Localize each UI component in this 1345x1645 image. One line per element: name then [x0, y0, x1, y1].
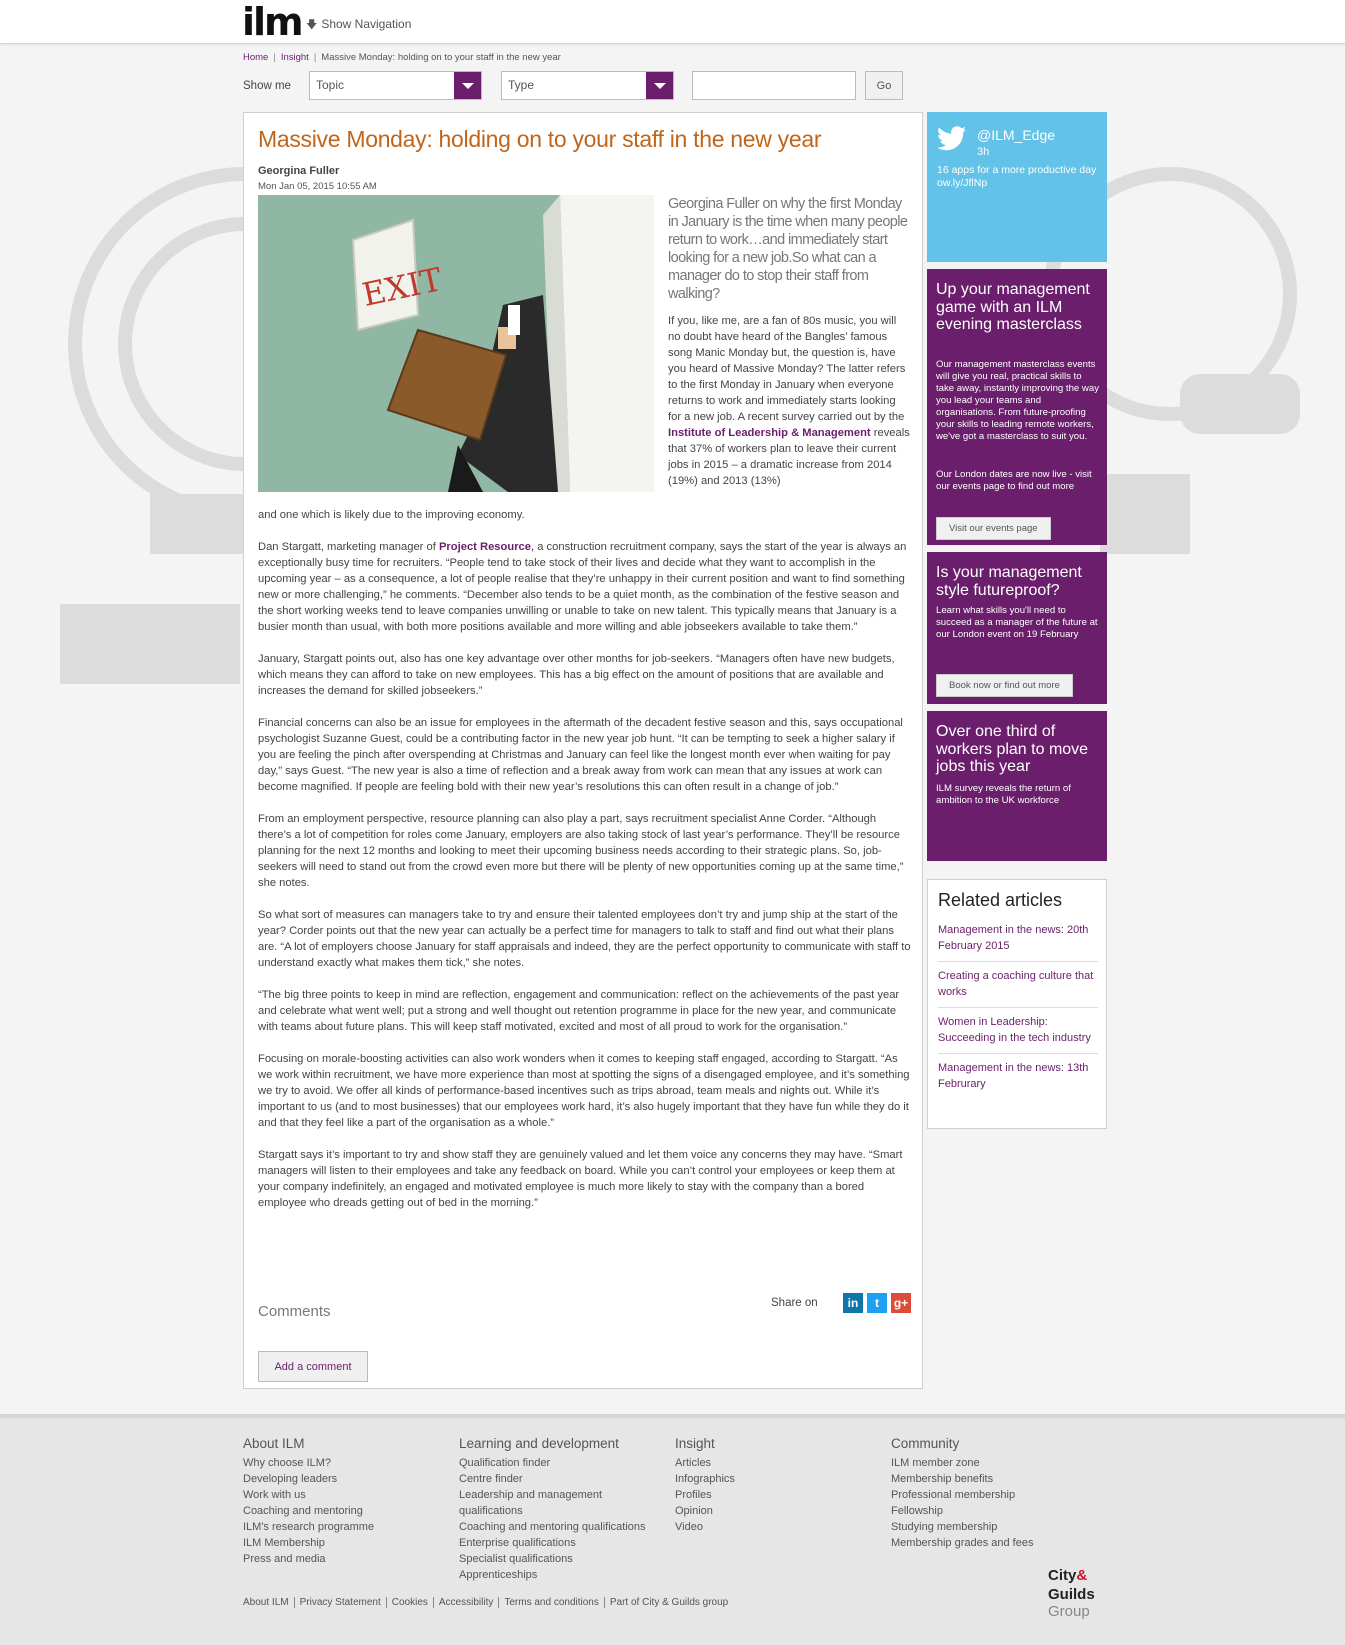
breadcrumb-current: Massive Monday: holding on to your staff in the new year [321, 52, 561, 63]
topic-select-label: Topic [316, 78, 345, 92]
promo-text: Our management masterclass events will give you real, practical skills to take away, instantly improving the way you lead your teams and organisations. From future-proofing your skills to leading remote workers, we've got a masterclass to suit you. [936, 359, 1099, 442]
footer-link[interactable]: Infographics [675, 1473, 735, 1485]
article-paragraph-7: “The big three points to keep in mind are reflection, engagement and communication: reflect on the achievements of the past year and celebrate what went well; put a strong and well thought out retention programme in place for the new year, and communicate with teams about future plans. This will keep staff motivated, excited and most of all proud to work for the organisation.” [258, 989, 900, 1033]
comments-heading: Comments [258, 1303, 331, 1320]
filter-bar [243, 71, 903, 101]
footer-link[interactable]: Professional membership [891, 1489, 1016, 1501]
article-paragraph-1-end: and one which is likely due to the improving economy. [258, 509, 525, 521]
footer-heading[interactable]: Insight [675, 1436, 715, 1451]
twitter-bird-icon [937, 126, 967, 152]
twitter-widget[interactable] [927, 112, 1107, 262]
footer-link[interactable]: Specialist qualifications [459, 1553, 573, 1565]
footer-link[interactable]: Studying membership [891, 1521, 998, 1533]
article-body [258, 507, 911, 1227]
paragraph-text: , a construction recruitment company, says the start of the year is always an exceptionally busy time for recruiters. “People tend to take stock of their lives and decide what they want to accomplish in the upcoming year – as a consequence, a lot of people realise that they’re unhappy in their current position and want to find something new or more challenging,” he comments. “December also tends to be a quiet month, as the combination of the festive season and the short working weeks tend to leave companies unwilling or unable to take on new talent. This typically means that January is a busier month than usual, with both more positions available and more willing and able jobseekers available to take them.” [258, 541, 907, 633]
footer-link[interactable]: Enterprise qualifications [459, 1537, 576, 1549]
footer-link[interactable]: Leadership and management qualifications [459, 1489, 603, 1517]
top-bar [0, 0, 1345, 44]
article-paragraph-4: Financial concerns can also be an issue for employees in the aftermath of the decadent festive season and this, says occupational psychologist Suzanne Guest, could be a contributing factor in the new year job hunt. “It can be tempting to seek a higher salary if you are feeling the pinch after overspending at Christmas and January can feel like the longest month ever when waiting for pay day,” says Guest. “The new year is also a time of reflection and a break away from work can mean that any issues at work can become magnified. If people are feeling bold with their new year’s resolutions this can often result in a change of job.” [258, 717, 903, 793]
footer-heading[interactable]: About ILM [243, 1436, 305, 1451]
article-paragraph-5: From an employment perspective, resource planning can also play a part, says recruitment specialist Anne Corder. “Although there’s a lot of competition for roles come January, employers are also taking stock of last year’s performance. They’ll be resource planning for the next 12 months and looking to meet their upcoming business needs according to their strategic plans. So, job-seekers will need to stand out from the crowd even more but there will be plenty of new opportunities coming up at the same time,” she notes. [258, 813, 904, 889]
paragraph-text: reveals that 37% of workers plan to leave their current jobs in 2015 – a dramatic increase from 2014 (19%) and 2013 (13%) [668, 427, 910, 487]
footer-column-about [243, 1436, 453, 1567]
footer-link[interactable]: Work with us [243, 1489, 306, 1501]
legal-link[interactable]: About ILM [243, 1597, 295, 1608]
article-panel [243, 112, 923, 1389]
logo-text: Group [1048, 1603, 1090, 1620]
promo-title: Up your management game with an ILM evening masterclass [936, 281, 1090, 333]
related-article-link[interactable]: Women in Leadership: Succeeding in the tech industry [938, 1008, 1098, 1054]
show-me-label: Show me [243, 80, 291, 92]
footer-link[interactable]: Membership grades and fees [891, 1537, 1034, 1549]
logo-ampersand: & [1076, 1567, 1088, 1584]
legal-link[interactable]: Privacy Statement [295, 1597, 387, 1608]
footer-link[interactable]: Qualification finder [459, 1457, 551, 1469]
show-navigation-toggle[interactable] [306, 16, 411, 35]
article-paragraph-8: Focusing on morale-boosting activities can also work wonders when it comes to keeping staff engaged, according to Stargatt. “As we work within recruitment, we have more experience than most at spotting the signs of a disengaged employee, and it’s something we try to avoid. We offer all kinds of performance-based incentives such as trips abroad, team meals and nights out. While it’s important to us (and to most businesses) that our employees work hard, it’s also hugely important that they have fun while they do it and that they feel like a part of the organisation as a whole.” [258, 1053, 910, 1129]
footer-link[interactable]: Profiles [675, 1489, 712, 1501]
footer-link[interactable]: ILM's research programme [243, 1521, 375, 1533]
paragraph-text: Dan Stargatt, marketing manager of [258, 541, 439, 553]
footer-link[interactable]: Developing leaders [243, 1473, 338, 1485]
footer-heading[interactable]: Community [891, 1436, 960, 1451]
city-guilds-logo[interactable] [1048, 1567, 1108, 1620]
footer [0, 1414, 1345, 1645]
breadcrumb-separator: | [273, 52, 276, 63]
legal-link[interactable]: Cookies [387, 1597, 434, 1608]
footer-link[interactable]: Apprenticeships [459, 1569, 538, 1581]
footer-link[interactable]: ILM member zone [891, 1457, 980, 1469]
tweet-handle[interactable]: @ILM_Edge [977, 127, 1056, 143]
breadcrumb-separator: | [313, 52, 317, 63]
promo-text: Learn what skills you'll need to succeed as a manager of the future at our London event on 19 February [936, 605, 1098, 640]
legal-link[interactable]: Accessibility [434, 1597, 499, 1608]
footer-link[interactable]: Centre finder [459, 1473, 523, 1485]
footer-link[interactable]: Coaching and mentoring [243, 1505, 363, 1517]
footer-link[interactable]: Fellowship [891, 1505, 943, 1517]
topic-select[interactable] [309, 71, 482, 100]
twitter-icon[interactable]: t [867, 1293, 887, 1313]
promo-title: Over one third of workers plan to move jobs this year [936, 723, 1089, 775]
exit-sign-text: EXIT [358, 260, 446, 314]
article-date: Mon Jan 05, 2015 10:55 AM [258, 181, 377, 192]
legal-link[interactable]: Terms and conditions [499, 1597, 605, 1608]
google-plus-icon[interactable]: g+ [891, 1293, 911, 1313]
paragraph-text: If you, like me, are a fan of 80s music, you will no doubt have heard of the Bangles’ famous song Manic Monday but, the question is, have you heard of Massive Monday? The latter refers to the first Monday in January when everyone returns to work and immediately starts looking for a new job. A recent survey carried out by the [668, 315, 906, 423]
promo-survey[interactable] [927, 711, 1107, 861]
show-navigation-label: Show Navigation [321, 17, 412, 31]
breadcrumb [243, 52, 561, 63]
chevron-down-icon[interactable] [454, 72, 481, 99]
tweet-time: 3h [977, 146, 990, 158]
related-article-link[interactable]: Creating a coaching culture that works [938, 962, 1098, 1008]
footer-link[interactable]: Articles [675, 1457, 712, 1469]
footer-link[interactable]: ILM Membership [243, 1537, 325, 1549]
article-title: Massive Monday: holding on to your staff in the new year [258, 126, 822, 152]
legal-link[interactable]: Part of City & Guilds group [609, 1597, 729, 1608]
article-intro: Georgina Fuller on why the first Monday in January is the time when many people return to work…and immediately start looking for a new job.So what can a manager do to stop their staff from walking? [668, 196, 908, 302]
footer-column-insight [675, 1436, 875, 1535]
footer-link[interactable]: Membership benefits [891, 1473, 994, 1485]
type-select[interactable] [501, 71, 674, 100]
linkedin-icon[interactable]: in [843, 1293, 863, 1313]
promo-title: Is your management style futureproof? [936, 564, 1082, 599]
ilm-link[interactable]: Institute of Leadership & Management [668, 427, 871, 439]
breadcrumb-home[interactable]: Home [243, 52, 269, 63]
hero-image-exit-illustration [258, 195, 654, 492]
ilm-logo[interactable]: ilm [242, 0, 302, 44]
article-paragraph-1 [668, 313, 910, 489]
related-articles [927, 879, 1107, 1129]
legal-links [243, 1597, 733, 1608]
footer-column-community [891, 1436, 1101, 1551]
article-author: Georgina Fuller [258, 165, 340, 177]
footer-column-learning [459, 1436, 669, 1583]
visit-events-button[interactable]: Visit our events page [936, 517, 1051, 540]
footer-link[interactable]: Video [675, 1521, 703, 1533]
go-button[interactable]: Go [865, 71, 903, 100]
footer-heading[interactable]: Learning and development [459, 1436, 619, 1451]
footer-link[interactable]: Press and media [243, 1553, 326, 1565]
related-articles-heading: Related articles [938, 890, 1063, 910]
promo-futureproof[interactable] [927, 552, 1107, 704]
type-select-label: Type [508, 78, 535, 92]
project-resource-link[interactable]: Project Resource [438, 541, 531, 553]
add-comment-button[interactable]: Add a comment [258, 1351, 368, 1382]
article-paragraph-3: January, Stargatt points out, also has one key advantage over other months for job-seekers. “Managers often have new budgets, which means they can afford to take on new employees. This has a big effect on the amount of positions that are available and increases the demand for skilled jobseekers.” [258, 653, 895, 697]
arrow-down-icon: 🡇 [306, 19, 318, 31]
related-articles-list [938, 916, 1098, 1099]
share-label: Share on [771, 1297, 818, 1309]
article-paragraph-2 [258, 539, 911, 635]
article-paragraph-6: So what sort of measures can managers take to try and ensure their talented employees don’t try and jump ship at the start of the year? Corder points out that the new year can actually be a perfect time for managers to talk to staff and find out what their plans are. “A lot of employers choose January for staff appraisals and indeed, they are the perfect opportunity to communicate with staff to understand exactly what makes them tick,” she notes. [258, 909, 911, 969]
chevron-down-icon[interactable] [646, 72, 673, 99]
related-article-link[interactable]: Management in the news: 20th February 2015 [938, 916, 1098, 962]
promo-text: ILM survey reveals the return of ambition to the UK workforce [936, 783, 1071, 806]
search-input[interactable] [692, 71, 856, 100]
promo-masterclass[interactable] [927, 269, 1107, 545]
related-article-link[interactable]: Management in the news: 13th Februrary [938, 1062, 1089, 1090]
footer-link[interactable]: Coaching and mentoring qualifications [459, 1521, 646, 1533]
footer-link[interactable]: Why choose ILM? [243, 1457, 332, 1469]
promo-text: Our London dates are now live - visit our events page to find out more [936, 469, 1092, 492]
tweet-text[interactable]: 16 apps for a more productive day ow.ly/JflNp [937, 164, 1097, 189]
logo-text: City [1048, 1567, 1077, 1584]
breadcrumb-insight[interactable]: Insight [280, 52, 309, 63]
footer-link[interactable]: Opinion [675, 1505, 713, 1517]
logo-text: Guilds [1048, 1586, 1095, 1603]
article-paragraph-9: Stargatt says it’s important to try and show staff they are genuinely valued and let them voice any concerns they may have. “Smart managers will listen to their employees and take any feedback on board. While you can’t control your employees or keep them at your company indefinitely, an engaged and motivated employee is much more likely to stay with the company than a bored employee who dreads getting out of bed in the morning.” [258, 1149, 903, 1209]
book-now-button[interactable]: Book now or find out more [936, 674, 1073, 697]
